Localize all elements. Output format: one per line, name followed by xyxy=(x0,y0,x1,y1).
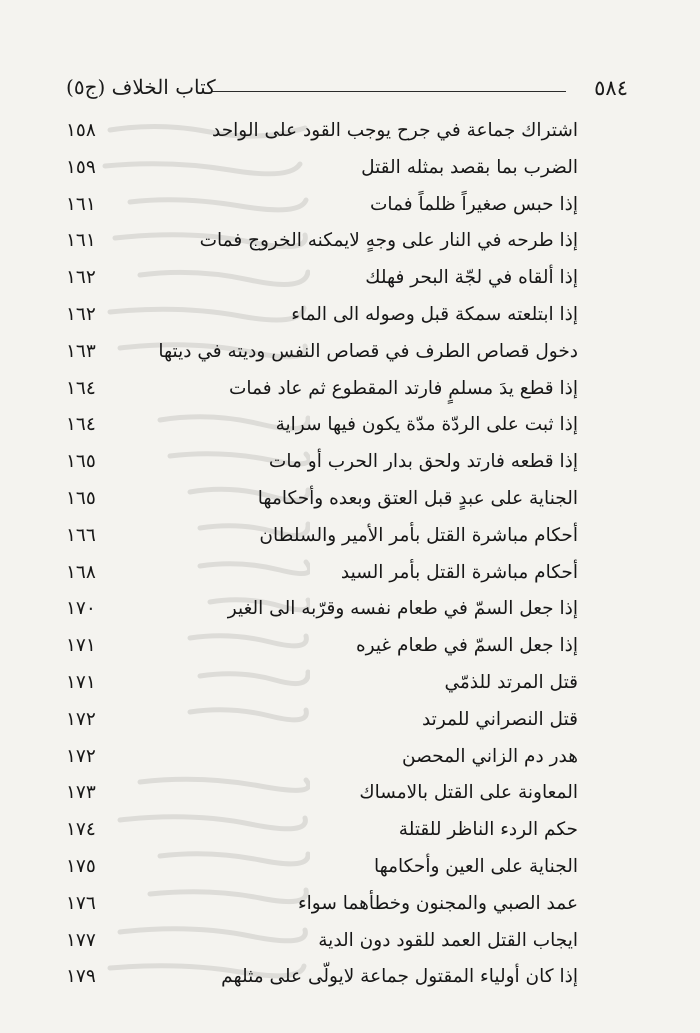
toc-entry xyxy=(66,482,578,519)
toc-entry-title: إذا جعل السمّ في طعام نفسه وقرّبه الى الغير xyxy=(227,598,578,620)
toc-entry-page: ١٧٧ xyxy=(66,929,96,951)
toc-entry-title: إذا حبس صغيراً ظلماً فمات xyxy=(370,193,578,215)
toc-entry-page: ١٦١ xyxy=(66,230,96,252)
toc-entry-title: قتل المرتد للذمّي xyxy=(444,671,578,693)
toc-entry-page: ١٦٦ xyxy=(66,524,96,546)
toc-entry xyxy=(66,813,578,850)
toc-entry xyxy=(66,703,578,740)
toc-entry-title: إذا قطع يدَ مسلمٍ فارتد المقطوع ثم عاد فمات xyxy=(229,377,578,399)
toc-entry-page: ١٦٣ xyxy=(66,340,96,362)
toc-entry-page: ١٧٠ xyxy=(66,598,96,620)
header-rule xyxy=(212,91,566,92)
toc-entry xyxy=(66,335,578,372)
toc-entry-title: إذا ألقاه في لجّة البحر فهلك xyxy=(365,267,578,289)
toc-entry-page: ١٦٤ xyxy=(66,377,96,399)
toc-entry xyxy=(66,372,578,409)
toc-entry xyxy=(66,151,578,188)
toc-entry-page: ١٧١ xyxy=(66,671,96,693)
toc-entry-page: ١٦٢ xyxy=(66,303,96,325)
toc-list xyxy=(66,114,578,997)
toc-entry xyxy=(66,114,578,151)
page-header xyxy=(66,70,628,110)
toc-entry-page: ١٦٢ xyxy=(66,267,96,289)
toc-entry xyxy=(66,776,578,813)
toc-entry-page: ١٧٩ xyxy=(66,966,96,988)
toc-entry xyxy=(66,887,578,924)
toc-entry-title: حكم الردء الناظر للقتلة xyxy=(398,819,578,841)
toc-entry-page: ١٧٦ xyxy=(66,892,96,914)
toc-entry xyxy=(66,408,578,445)
toc-entry xyxy=(66,666,578,703)
toc-entry-title: دخول قصاص الطرف في قصاص النفس وديته في ديتها xyxy=(158,340,578,362)
toc-entry-page: ١٧١ xyxy=(66,635,96,657)
toc-entry-page: ١٧٤ xyxy=(66,819,96,841)
toc-entry-title: إذا كان أولياء المقتول جماعة لايولّى على مثلهم xyxy=(221,966,578,988)
toc-entry xyxy=(66,924,578,961)
toc-entry-title: إذا قطعه فارتد ولحق بدار الحرب أو مات xyxy=(268,451,578,473)
toc-entry-title: المعاونة على القتل بالامساك xyxy=(359,782,578,804)
toc-entry-title: ايجاب القتل العمد للقود دون الدية xyxy=(318,929,578,951)
toc-entry-title: الجناية على العين وأحكامها xyxy=(373,855,578,877)
toc-entry xyxy=(66,224,578,261)
toc-entry xyxy=(66,740,578,777)
toc-entry-title: قتل النصراني للمرتد xyxy=(421,708,578,730)
toc-entry xyxy=(66,261,578,298)
toc-entry-page: ١٥٩ xyxy=(66,156,96,178)
toc-entry-page: ١٧٢ xyxy=(66,745,96,767)
toc-entry xyxy=(66,629,578,666)
toc-entry-title: أحكام مباشرة القتل بأمر السيد xyxy=(340,561,578,583)
toc-entry xyxy=(66,960,578,997)
toc-entry-page: ١٦٥ xyxy=(66,487,96,509)
toc-entry xyxy=(66,850,578,887)
toc-entry xyxy=(66,298,578,335)
toc-entry-page: ١٦٥ xyxy=(66,451,96,473)
toc-entry-title: الضرب بما بقصد بمثله القتل xyxy=(361,156,578,178)
toc-entry-title: إذا ابتلعته سمكة قبل وصوله الى الماء xyxy=(291,303,578,325)
toc-entry-title: إذا طرحه في النار على وجهٍ لايمكنه الخروج فمات xyxy=(199,230,578,252)
toc-entry-page: ١٧٢ xyxy=(66,708,96,730)
toc-entry-page: ١٧٥ xyxy=(66,855,96,877)
toc-entry-page: ١٦١ xyxy=(66,193,96,215)
toc-entry-title: إذا جعل السمّ في طعام غيره xyxy=(355,635,578,657)
toc-entry xyxy=(66,188,578,225)
toc-entry-page: ١٦٤ xyxy=(66,414,96,436)
toc-entry xyxy=(66,519,578,556)
page-number: ٥٨٤ xyxy=(594,76,628,100)
toc-entry-title: عمد الصبي والمجنون وخطأهما سواء xyxy=(297,892,578,914)
toc-entry xyxy=(66,445,578,482)
toc-entry xyxy=(66,556,578,593)
toc-entry xyxy=(66,592,578,629)
toc-entry-page: ١٧٣ xyxy=(66,782,96,804)
toc-entry-title: إذا ثبت على الردّة مدّة يكون فيها سراية xyxy=(275,414,578,436)
book-title: كتاب الخلاف (ج٥) xyxy=(66,75,216,99)
toc-entry-title: اشتراك جماعة في جرح يوجب القود على الواحد xyxy=(212,120,578,141)
toc-entry-title: الجناية على عبدٍ قبل العتق وبعده وأحكامها xyxy=(257,487,578,509)
toc-entry-title: هدر دم الزاني المحصن xyxy=(402,745,578,767)
toc-entry-page: ١٥٨ xyxy=(66,120,96,141)
toc-entry-page: ١٦٨ xyxy=(66,561,96,583)
toc-entry-title: أحكام مباشرة القتل بأمر الأمير والسلطان xyxy=(259,524,578,546)
